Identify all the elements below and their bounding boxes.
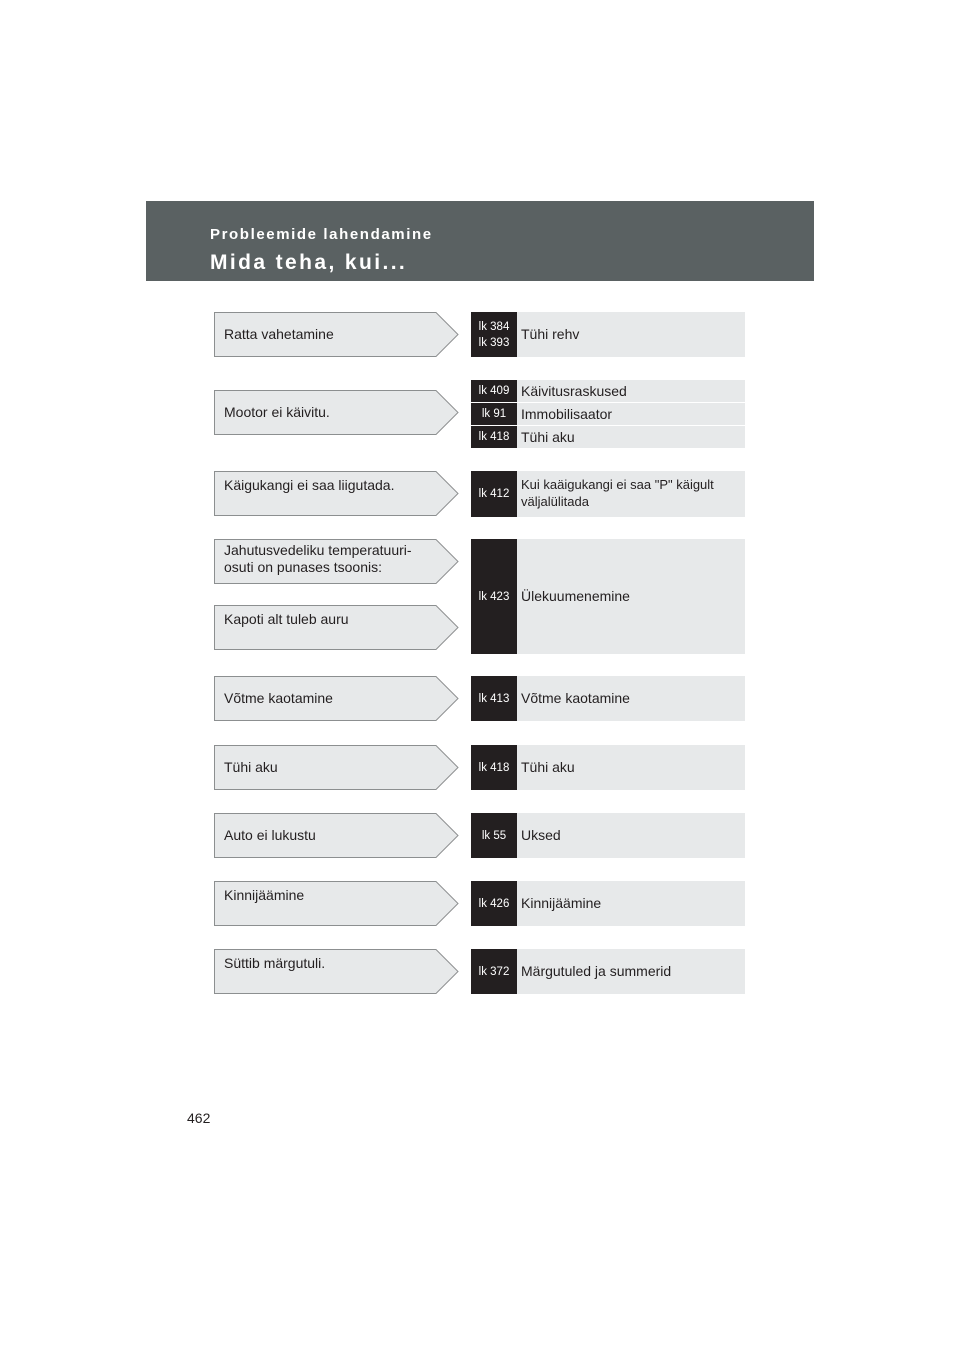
problem-box-coolant-temp: [214, 539, 459, 584]
page-reference: [471, 471, 517, 517]
problem-label: Mootor ei käivitu.: [224, 404, 330, 420]
reference-label: Võtme kaotamine: [521, 690, 630, 706]
reference-row[interactable]: [471, 813, 745, 858]
problem-box-key-lost: [214, 676, 459, 721]
page-ref-text: lk 91: [481, 408, 507, 420]
problem-label: Käigukangi ei saa liigutada.: [224, 477, 395, 493]
problem-label: Võtme kaotamine: [224, 690, 333, 706]
reference-row[interactable]: [471, 312, 745, 357]
problem-label: Auto ei lukustu: [224, 827, 316, 843]
page-ref-text: lk 393: [478, 336, 510, 349]
problem-label: Jahutusvedeliku temperatuuri- osuti on punases tsoonis:: [224, 542, 412, 575]
problem-box-lock: [214, 813, 459, 858]
page-ref-text: lk 372: [478, 965, 510, 978]
problem-label: Ratta vahetamine: [224, 326, 334, 342]
page-title: Mida teha, kui...: [210, 251, 408, 274]
reference-row[interactable]: [471, 539, 745, 654]
page-reference: [471, 403, 517, 425]
reference-label: Tühi aku: [521, 759, 575, 775]
problem-box-stuck: [214, 881, 459, 926]
problem-box-steam: [214, 605, 459, 650]
page-ref-text: lk 409: [478, 385, 510, 397]
reference-label: Tühi aku: [521, 428, 575, 445]
page-ref-text: lk 384: [478, 320, 510, 333]
page-reference: [471, 745, 517, 790]
reference-row[interactable]: [471, 380, 745, 402]
page-reference: [471, 949, 517, 994]
reference-label: Immobilisaator: [521, 405, 613, 422]
page-ref-text: lk 423: [478, 590, 510, 603]
reference-label: Uksed: [521, 827, 561, 843]
problem-label: Süttib märgutuli.: [224, 955, 326, 971]
page-ref-text: lk 418: [478, 431, 510, 443]
page-reference: [471, 676, 517, 721]
page-reference: [471, 426, 517, 448]
page-reference: [471, 380, 517, 402]
problem-box-shift-lever: [214, 471, 459, 516]
problem-label: Tühi aku: [224, 759, 278, 775]
reference-label: Käivitusraskused: [521, 382, 627, 399]
page-ref-text: lk 418: [478, 761, 510, 774]
problem-label: Kinnijäämine: [224, 887, 305, 903]
reference-label: Märgutuled ja summerid: [521, 963, 672, 979]
reference-label: Ülekuumenemine: [521, 588, 630, 604]
page-ref-text: lk 412: [478, 488, 510, 500]
problem-label: Kapoti alt tuleb auru: [224, 611, 349, 627]
reference-row[interactable]: [471, 881, 745, 926]
page-ref-text: lk 413: [478, 692, 510, 705]
section-header: [146, 201, 814, 281]
page-reference: [471, 881, 517, 926]
reference-label: Kinnijäämine: [521, 895, 602, 911]
reference-row[interactable]: [471, 949, 745, 994]
page-ref-text: lk 426: [478, 897, 510, 910]
reference-row[interactable]: [471, 403, 745, 425]
page-number: 462: [187, 1110, 211, 1126]
page-reference: [471, 813, 517, 858]
reference-label: Tühi rehv: [521, 326, 580, 342]
problem-box-dead-battery: [214, 745, 459, 790]
problem-box-engine-start: [214, 390, 459, 435]
page-reference: [471, 312, 517, 357]
page-ref-text: lk 55: [481, 829, 507, 842]
page-reference: [471, 539, 517, 654]
reference-row[interactable]: [471, 471, 745, 517]
reference-label: Kui kaäigukangi ei saa "P" käigult väljalülitada: [521, 477, 714, 509]
reference-row[interactable]: [471, 676, 745, 721]
problem-box-tire-change: [214, 312, 459, 357]
section-title: Probleemide lahendamine: [210, 226, 433, 243]
reference-row[interactable]: [471, 745, 745, 790]
reference-row[interactable]: [471, 426, 745, 448]
problem-box-warning-light: [214, 949, 459, 994]
